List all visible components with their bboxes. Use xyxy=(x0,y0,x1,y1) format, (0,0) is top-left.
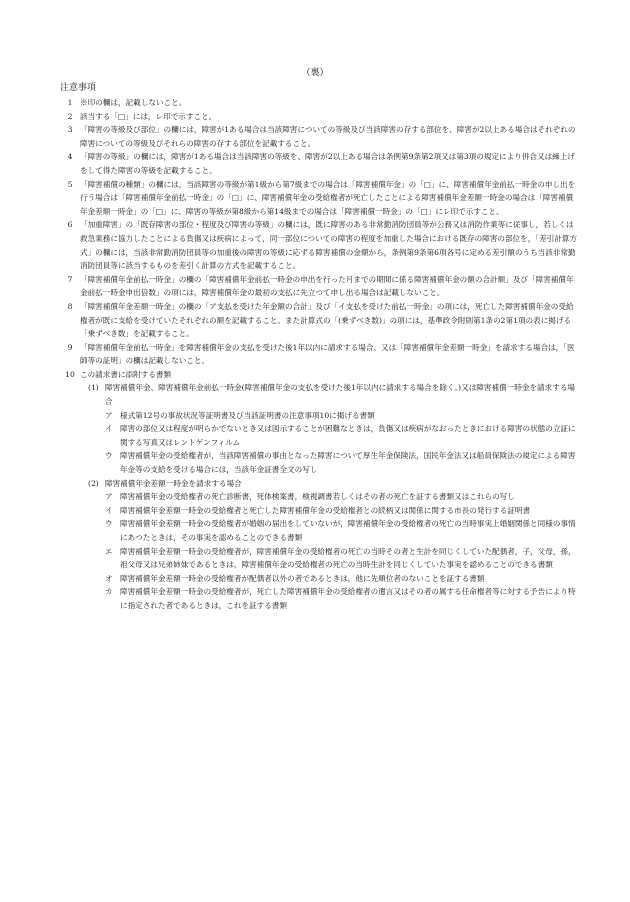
note-item xyxy=(60,123,580,150)
note-text: 「障害の等級及び部位」の欄には，障害が1ある場合は当該障害についての等級及び当該障害の存する部位を、障害が2以上ある場合はそれぞれの障害についての等級及びそれらの障害の存する部位を記載すること。 xyxy=(80,125,576,148)
item-text: 障害補償年金の受給権者が，当該障害補償の事由となった障害について厚生年金保険法，国民年金法又は船員保険法の規定による障害年金等の支給を受ける場合には，当該年金証書全文の写し xyxy=(120,451,576,475)
note-text: 「障害補償年金前払一時金」の欄の「障害補償年金前払一時金の申出を行った月までの期間に係る障害補償年金の額の合計額」及び「障害補償年金前払一時金申出倍数」の項には，障害補償年金の最初の支払に先立つて申し出る場合は記載しないこと。 xyxy=(80,274,574,298)
note-item xyxy=(60,110,580,124)
section-text: 障害補償年金差額一時金を請求する場合 xyxy=(105,478,242,488)
document-item xyxy=(60,409,580,423)
document-section xyxy=(60,381,580,408)
item-mark: ウ xyxy=(105,451,113,461)
notes-list xyxy=(60,96,580,613)
note-text: ※印の欄は，記載しないこと。 xyxy=(80,98,187,107)
note-number: 9 xyxy=(67,342,73,352)
item-mark: オ xyxy=(105,573,113,583)
document-item xyxy=(60,545,580,572)
note-text: 「障害補償年金前払一時金」を障害補償年金の支払を受けた後1年以内に請求する場合、又は「障害補償年金差額一時金」を請求する場合は，「医師等の証明」の欄は記載しないこと。 xyxy=(80,342,575,366)
note-text: この請求書に添附する書類 xyxy=(80,369,172,379)
item-text: 障害補償年金差額一時金の受給権者と死亡した障害補償年金の受給権者との続柄又は関係に関する市長の発行する証明書 xyxy=(120,505,531,515)
item-text: 様式第12号の事故状況等証明書及び当該証明書の注意事項10に掲げる書類 xyxy=(120,410,375,420)
item-text: 障害補償年金差額一時金の受給権者が配偶者以外の者であるときは，他に先順位者のないことを証する書類 xyxy=(120,573,485,583)
item-text: 障害補償年金差額一時金の受給権者が，障害補償年金の受給権者の死亡の当時その者と生計を同じくしていた配偶者，子，父母，孫，祖父母又は兄弟姉妹であるときは，障害補償年金の受給権者の死亡の当時生計を同じくしていた事実を認めることのできる書類 xyxy=(120,546,576,570)
item-text: 障害補償年金の受給権者の死亡診断書，死体検案書，検視調書若しくはその者の死亡を証する書類又はこれらの写し xyxy=(120,492,515,502)
note-number: 5 xyxy=(67,179,73,189)
document-item xyxy=(60,490,580,504)
item-mark: イ xyxy=(105,505,113,515)
note-text: 該当する「□」には，レ印で示すこと。 xyxy=(80,111,217,121)
note-number: 4 xyxy=(67,152,73,162)
note-text: 「加重障害」の「既存障害の部位・程度及び障害の等級」の欄には，既に障害のある非常勤消防団員等が公務又は消防作業等に従事し，若しくは救急業務に協力したことによる負傷又は疾病によって，同一部位についての障害の程度を加重した場合における既存の障害の部位を，「差引計算方式」の欄には，当該非常勤消防団員等の加重後の障害の等級に応ずる障害補償の金額から，条例第9条第6項各号に定める差引額のうち当該非常勤消防団員等に該当するものを差引く計算の方式を記載すること。 xyxy=(80,220,578,271)
document-item xyxy=(60,449,580,476)
note-number: 7 xyxy=(67,274,73,284)
item-text: 障害補償年金差額一時金の受給権者が婚姻の届出をしていないが，障害補償年金の受給権者の死亡の当時事実上婚姻関係と同様の事情にあつたときは，その事実を認めることのできる書類 xyxy=(120,519,576,542)
item-mark: ア xyxy=(105,410,113,420)
section-number: (1) xyxy=(88,383,99,393)
section-number: (2) xyxy=(88,478,99,488)
item-text: 障害の部位又は程度が明らかでないとき又は図示することが困難なときは，負傷又は疾病がなおったときにおける障害の状態の立証に関する写真又はレントゲンフィルム xyxy=(120,424,576,447)
note-item xyxy=(60,368,580,382)
document-item xyxy=(60,572,580,586)
document-item xyxy=(60,517,580,544)
note-number: 2 xyxy=(67,111,73,121)
note-number: 3 xyxy=(67,125,73,135)
item-mark: ウ xyxy=(105,519,113,529)
note-item xyxy=(60,150,580,177)
item-mark: ア xyxy=(105,492,113,502)
notes-title: 注意事項 xyxy=(60,83,97,93)
note-number: 8 xyxy=(67,301,73,311)
page-side-label: （裏） xyxy=(301,68,329,78)
item-mark: エ xyxy=(105,546,113,556)
note-item xyxy=(60,273,580,300)
document-item xyxy=(60,504,580,518)
note-number: 1 xyxy=(67,98,73,107)
note-item xyxy=(60,178,580,219)
note-item xyxy=(60,341,580,368)
note-item xyxy=(60,218,580,272)
note-number: 6 xyxy=(67,220,73,230)
section-text: 障害補償年金、障害補償年金前払一時金(障害補償年金の支払を受けた後1年以内に請求する場合を除く。)又は障害補償一時金を請求する場合 xyxy=(105,383,576,407)
item-text: 障害補償年金差額一時金の受給権者が，死亡した障害補償年金の受給権者の遺言又はその者の属する任命権者等に対する予告により特に指定された者であるときは，これを証する書類 xyxy=(120,587,576,610)
note-text: 「障害の等級」の欄には，障害が1ある場合は当該障害の等級を、障害が2以上ある場合は条例第9条第2項又は第3項の規定により併合又は繰上げをして得た障害の等級を記載すること。 xyxy=(80,152,575,175)
note-item xyxy=(60,300,580,341)
document-item xyxy=(60,422,580,449)
item-mark: カ xyxy=(105,587,113,597)
note-text: 「障害補償の種類」の欄には，当該障害の等級が第1級から第7級までの場合は「障害補償年金」の「□」に、障害補償年金前払一時金の申し出を行う場合は「障害補償年金前払一時金」の「□」に、障害補償年金の受給権者が死亡したことによる障害補償年金差額一時金の場合は「障害補償年金差額一時金」の「□」に、障害の等級が第8級から第14級までの場合は「障害補償一時金」の「□」にレ印で示すこと。 xyxy=(80,179,576,216)
note-text: 「障害補償年金差額一時金」の欄の「ア支払を受けた年金額の合計」及び「イ支払を受けた前払一時金」の項には，死亡した障害補償年金の受給権者が既に支給を受けていたそれぞれの額を記載すること。また計算式の「(乗ずべき数)」の項には，基準政令附則第1条の2第1項の表に掲げる「乗ずべき数」を記載すること。 xyxy=(80,301,574,339)
note-number: 10 xyxy=(65,369,75,379)
note-item xyxy=(60,96,580,110)
document-item xyxy=(60,585,580,612)
item-mark: イ xyxy=(105,424,113,434)
document-section xyxy=(60,477,580,491)
